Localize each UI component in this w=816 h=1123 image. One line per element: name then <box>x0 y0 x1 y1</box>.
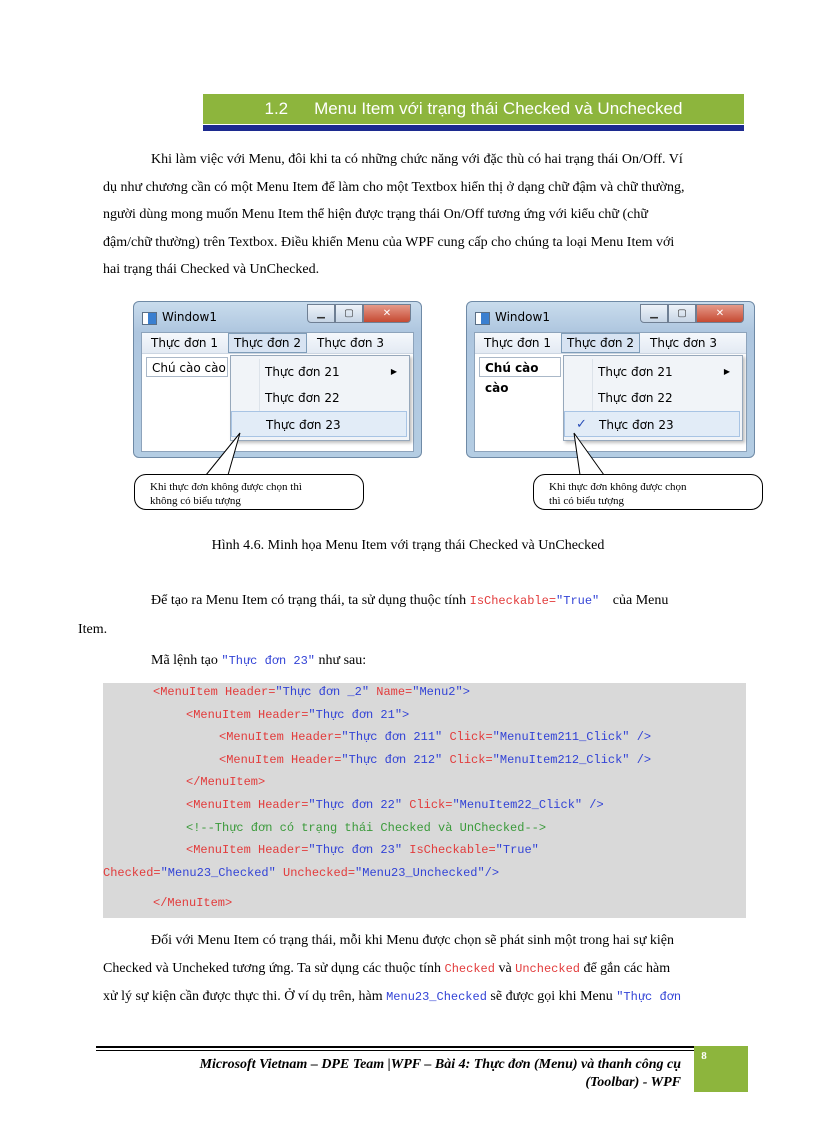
inline-code: Checked <box>444 961 495 976</box>
figure-caption: Hình 4.6. Minh họa Menu Item với trạng thái Checked và UnChecked <box>211 538 605 553</box>
menu-item-2[interactable]: Thực đơn 2 <box>228 333 307 353</box>
footer-line: Microsoft Vietnam – DPE Team |WPF – Bài 4: Thực đơn (Menu) và thanh công cụ <box>199 1057 681 1072</box>
callout-line: Khi thực đơn không được chọn thì <box>150 481 302 493</box>
footer-line: (Toolbar) - WPF <box>585 1075 681 1090</box>
intro-line: Khi làm việc với Menu, đôi khi ta có những chức năng với đặc thù có hai trạng thái On/Off. Ví <box>151 152 683 167</box>
page-number: 8 <box>701 1050 707 1062</box>
code-comment: <!--Thực đơn có trạng thái Checked và UnChecked--> <box>186 821 547 835</box>
close-icon[interactable]: ✕ <box>696 304 744 323</box>
callout-line: Khi thực đơn không được chọn <box>549 481 687 493</box>
checkmark-icon: ✓ <box>576 417 587 432</box>
text-run: Để tạo ra Menu Item có trạng thái, ta sử dụng thuộc tính <box>151 593 470 608</box>
intro-line: dụ như chương cần có một Menu Item để làm cho một Textbox hiển thị ở dạng chữ đậm và chữ thường, <box>103 179 685 195</box>
callout-pointer-left <box>206 433 240 475</box>
code-line: <MenuItem Header="Thực đơn 22" Click="MenuItem22_Click" /> <box>186 798 604 812</box>
text-run: sẽ được gọi khi Menu <box>486 989 617 1004</box>
callout-unchecked <box>134 474 364 510</box>
section-number: 1.2 <box>264 99 289 118</box>
submenu-arrow-icon: ▶ <box>390 367 397 376</box>
submenu-item-label: Thực đơn 21 <box>598 365 673 379</box>
menu-item-2[interactable]: Thực đơn 2 <box>561 333 640 353</box>
intro-line: đậm/chữ thường) trên Textbox. Điều khiển Menu của WPF cung cấp cho chúng ta loại Menu Item với <box>103 234 675 250</box>
text-run: Mã lệnh tạo <box>151 653 222 668</box>
callout-pointer-right <box>574 433 604 475</box>
paragraph-line <box>103 647 746 676</box>
code-line: </MenuItem> <box>186 775 266 789</box>
text-run: để gắn các hàm <box>579 960 671 976</box>
submenu-item-label: Thực đơn 21 <box>265 365 340 379</box>
submenu-item-label: Thực đơn 22 <box>598 391 673 405</box>
menu-item-1[interactable]: Thực đơn 1 <box>151 336 218 350</box>
callout-line: thì có biểu tượng <box>549 495 625 507</box>
minimize-icon[interactable]: ▁ <box>640 304 668 323</box>
callout-line: không có biểu tượng <box>150 495 241 507</box>
minimize-icon[interactable]: ▁ <box>307 304 335 323</box>
inline-code: "Thực đơn 23" <box>221 654 315 668</box>
code-line: <MenuItem Header="Thực đơn _2" Name="Menu2"> <box>153 685 470 699</box>
submenu-item-label: Thực đơn 22 <box>265 391 340 405</box>
paragraph-events <box>103 927 746 1012</box>
text-run: như sau: <box>315 653 367 668</box>
code-line: <MenuItem Header="Thực đơn 23" IsCheckable="True" <box>186 843 539 857</box>
footer-text <box>96 1056 681 1092</box>
paragraph-line: Item. <box>78 621 108 637</box>
menu-item-3[interactable]: Thực đơn 3 <box>650 336 717 350</box>
paragraph-line: Đối với Menu Item có trạng thái, mỗi khi Menu được chọn sẽ phát sinh một trong hai sự kiện <box>151 933 675 948</box>
window-title: Window1 <box>162 310 217 324</box>
menu-item-3[interactable]: Thực đơn 3 <box>317 336 384 350</box>
paragraph-code-intro <box>103 647 746 676</box>
submenu-arrow-icon: ▶ <box>723 367 730 376</box>
textbox[interactable]: Chú cào cào <box>479 357 561 377</box>
code-line: <MenuItem Header="Thực đơn 211" Click="MenuItem211_Click" /> <box>219 730 652 744</box>
inline-code: Menu23_Checked <box>386 990 487 1004</box>
menu-item-1[interactable]: Thực đơn 1 <box>484 336 551 350</box>
textbox[interactable]: Chú cào cào <box>146 357 228 377</box>
text-run: Checked và Uncheked tương ứng. Ta sử dụng các thuộc tính <box>103 960 445 976</box>
window-title: Window1 <box>495 310 550 324</box>
paragraph-line <box>103 587 746 616</box>
inline-code-value: "True" <box>556 594 600 608</box>
text-run: của Menu <box>609 593 669 608</box>
footer-rule <box>96 1046 694 1048</box>
maximize-icon[interactable]: ▢ <box>335 304 363 323</box>
paragraph-line <box>103 955 746 984</box>
text-run: xử lý sự kiện cần được thực thi. Ở ví dụ trên, hàm <box>103 989 387 1004</box>
submenu-item-label: Thực đơn 23 <box>599 418 674 432</box>
maximize-icon[interactable]: ▢ <box>668 304 696 323</box>
code-line: <MenuItem Header="Thực đơn 21"> <box>186 708 410 722</box>
inline-code-attr: IsCheckable= <box>469 594 557 608</box>
code-line: <MenuItem Header="Thực đơn 212" Click="MenuItem212_Click" /> <box>219 753 652 767</box>
footer-rule <box>96 1050 694 1051</box>
inline-code: "Thực đơn <box>616 990 682 1004</box>
close-icon[interactable]: ✕ <box>363 304 411 323</box>
inline-code: Unchecked <box>515 961 580 976</box>
submenu-item-label: Thực đơn 23 <box>266 418 341 432</box>
paragraph-ischeckable <box>78 587 746 643</box>
paragraph-line <box>103 983 746 1012</box>
callout-checked <box>533 474 763 510</box>
code-line: Checked="Menu23_Checked" Unchecked="Menu23_Unchecked"/> <box>103 866 500 880</box>
intro-line: người dùng mong muốn Menu Item thể hiện được trạng thái On/Off tương ứng với kiểu chữ (chữ <box>103 207 648 222</box>
section-title: Menu Item với trạng thái Checked và Unchecked <box>314 99 683 118</box>
text-run: và <box>494 960 516 976</box>
intro-line: hai trạng thái Checked và UnChecked. <box>103 262 320 277</box>
code-line: </MenuItem> <box>153 896 233 910</box>
